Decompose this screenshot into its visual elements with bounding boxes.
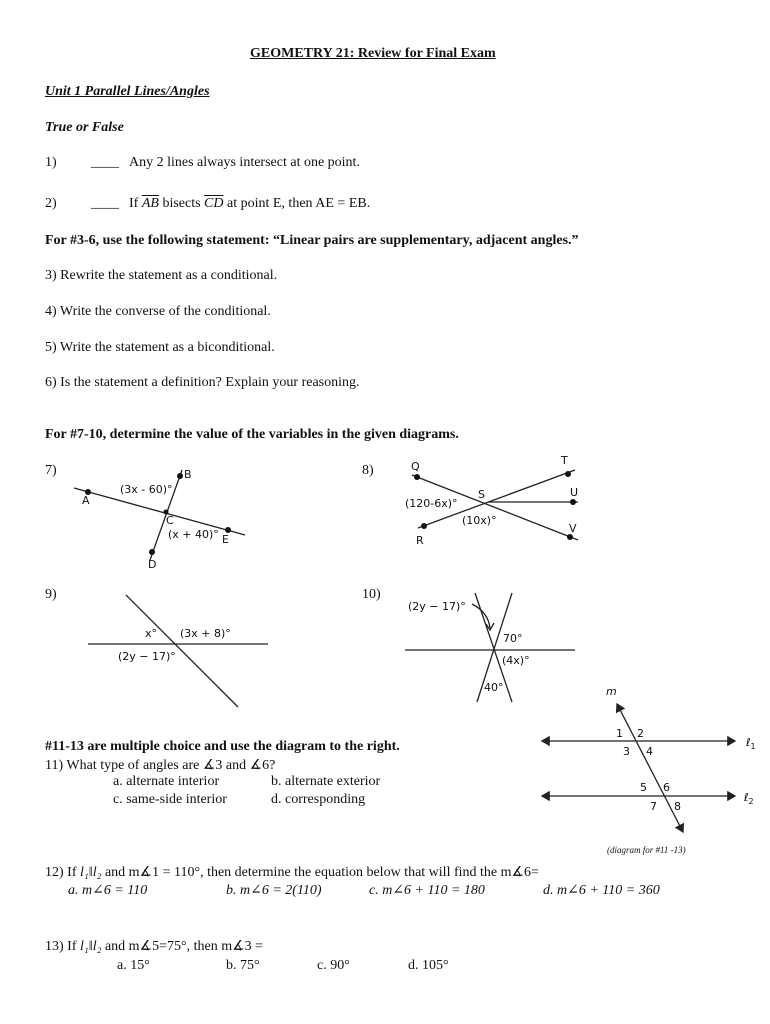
- q13-choice-c[interactable]: c. 90°: [317, 958, 350, 973]
- q12-choice-c[interactable]: c. m∠6 + 110 = 180: [369, 883, 485, 898]
- label-s: S: [478, 488, 485, 501]
- q12-choice-d[interactable]: d. m∠6 + 110 = 360: [543, 883, 660, 898]
- label-b: B: [184, 468, 192, 481]
- label-l2: ℓ$_2$: [744, 791, 754, 806]
- question-text-post: at point E, then AE = EB.: [227, 196, 371, 211]
- answer-blank[interactable]: ____: [91, 196, 119, 211]
- angle-label-40: 40°: [484, 681, 504, 694]
- mc-heading: #11-13 are multiple choice and use the diagram to the right.: [45, 739, 400, 754]
- question-7-number: 7): [45, 463, 57, 478]
- question-8-number: 8): [362, 463, 374, 478]
- question-number: 2): [45, 196, 57, 211]
- question-12-stem: [45, 864, 539, 881]
- unit-heading: Unit 1 Parallel Lines/Angles: [45, 84, 210, 99]
- q12-parallel-condition: l₁‖l₂: [80, 865, 102, 880]
- label-d: D: [148, 558, 157, 571]
- segment-ab: $\overline{AB}$: [141, 196, 159, 211]
- q11-choice-b[interactable]: b. alternate exterior: [271, 774, 381, 789]
- question-3: 3) Rewrite the statement as a conditional.: [45, 268, 278, 283]
- q12-choice-a[interactable]: a. m∠6 = 110: [68, 883, 148, 898]
- label-v: V: [569, 522, 577, 535]
- angle-label-bottom: (2y − 17)°: [118, 650, 176, 663]
- angle-number-8: 8: [674, 800, 681, 813]
- label-e: E: [222, 533, 229, 546]
- label-r: R: [416, 534, 424, 547]
- question-11-stem: 11) What type of angles are ∡3 and ∡6?: [45, 758, 276, 773]
- question-5: 5) Write the statement as a biconditional.: [45, 340, 275, 355]
- q11-choice-c[interactable]: c. same-side interior: [113, 792, 227, 807]
- question-13-stem: [45, 938, 263, 955]
- question-9-number: 9): [45, 587, 57, 602]
- angle-number-5: 5: [640, 781, 647, 794]
- question-text: Any 2 lines always intersect at one point.: [129, 155, 360, 170]
- angle-label-right: (3x + 8)°: [180, 627, 231, 640]
- question-4: 4) Write the converse of the conditional.: [45, 304, 271, 319]
- q12-pre: 12) If: [45, 865, 80, 880]
- question-text-pre: If: [129, 196, 139, 211]
- angle-number-4: 4: [646, 745, 653, 758]
- angle-number-1: 1: [616, 727, 623, 740]
- angle-label-right: (10x)°: [462, 514, 497, 527]
- angle-number-2: 2: [637, 727, 644, 740]
- statement-heading: For #3-6, use the following statement: “Linear pairs are supplementary, adjacent angles.”: [45, 233, 579, 248]
- q13-pre: 13) If: [45, 939, 80, 954]
- label-m: m: [606, 685, 617, 698]
- question-number: 1): [45, 155, 57, 170]
- true-false-heading: True or False: [45, 120, 124, 135]
- label-a: A: [82, 494, 90, 507]
- angle-label-top: (3x - 60)°: [120, 483, 173, 496]
- angle-label-4x: (4x)°: [502, 654, 530, 667]
- angle-label-70: 70°: [503, 632, 523, 645]
- q12-choice-b[interactable]: b. m∠6 = 2(110): [226, 883, 322, 898]
- answer-blank[interactable]: ____: [91, 155, 119, 170]
- q13-choice-d[interactable]: d. 105°: [408, 958, 449, 973]
- segment-cd: $\overline{CD}$: [204, 196, 224, 211]
- label-l1: ℓ$_1$: [746, 736, 756, 751]
- label-t: T: [561, 454, 568, 467]
- angle-label-bottom: (x + 40)°: [168, 528, 219, 541]
- question-text-mid: bisects: [162, 196, 201, 211]
- variables-heading: For #7-10, determine the value of the variables in the given diagrams.: [45, 427, 459, 442]
- angle-label-top: (2y − 17)°: [408, 600, 466, 613]
- angle-label-left: (120-6x)°: [405, 497, 458, 510]
- page-title: GEOMETRY 21: Review for Final Exam: [250, 46, 496, 61]
- angle-label-x: x°: [145, 627, 158, 640]
- label-u: U: [570, 486, 579, 499]
- q11-choice-d[interactable]: d. corresponding: [271, 792, 366, 807]
- q13-choice-a[interactable]: a. 15°: [117, 958, 150, 973]
- angle-number-3: 3: [623, 745, 630, 758]
- q13-parallel-condition: l₁‖l₂: [80, 939, 102, 954]
- label-q: Q: [411, 460, 420, 473]
- question-10-number: 10): [362, 587, 381, 602]
- angle-number-6: 6: [663, 781, 670, 794]
- q13-post: and m∡5=75°, then m∡3 =: [101, 939, 264, 954]
- q12-post: and m∡1 = 110°, then determine the equation below that will find the m∡6=: [101, 865, 539, 880]
- q13-choice-b[interactable]: b. 75°: [226, 958, 260, 973]
- question-6: 6) Is the statement a definition? Explain your reasoning.: [45, 375, 360, 390]
- label-c: C: [166, 514, 174, 527]
- q11-choice-a[interactable]: a. alternate interior: [113, 774, 220, 789]
- diagram-caption: (diagram for #11 -13): [607, 845, 686, 855]
- angle-number-7: 7: [650, 800, 657, 813]
